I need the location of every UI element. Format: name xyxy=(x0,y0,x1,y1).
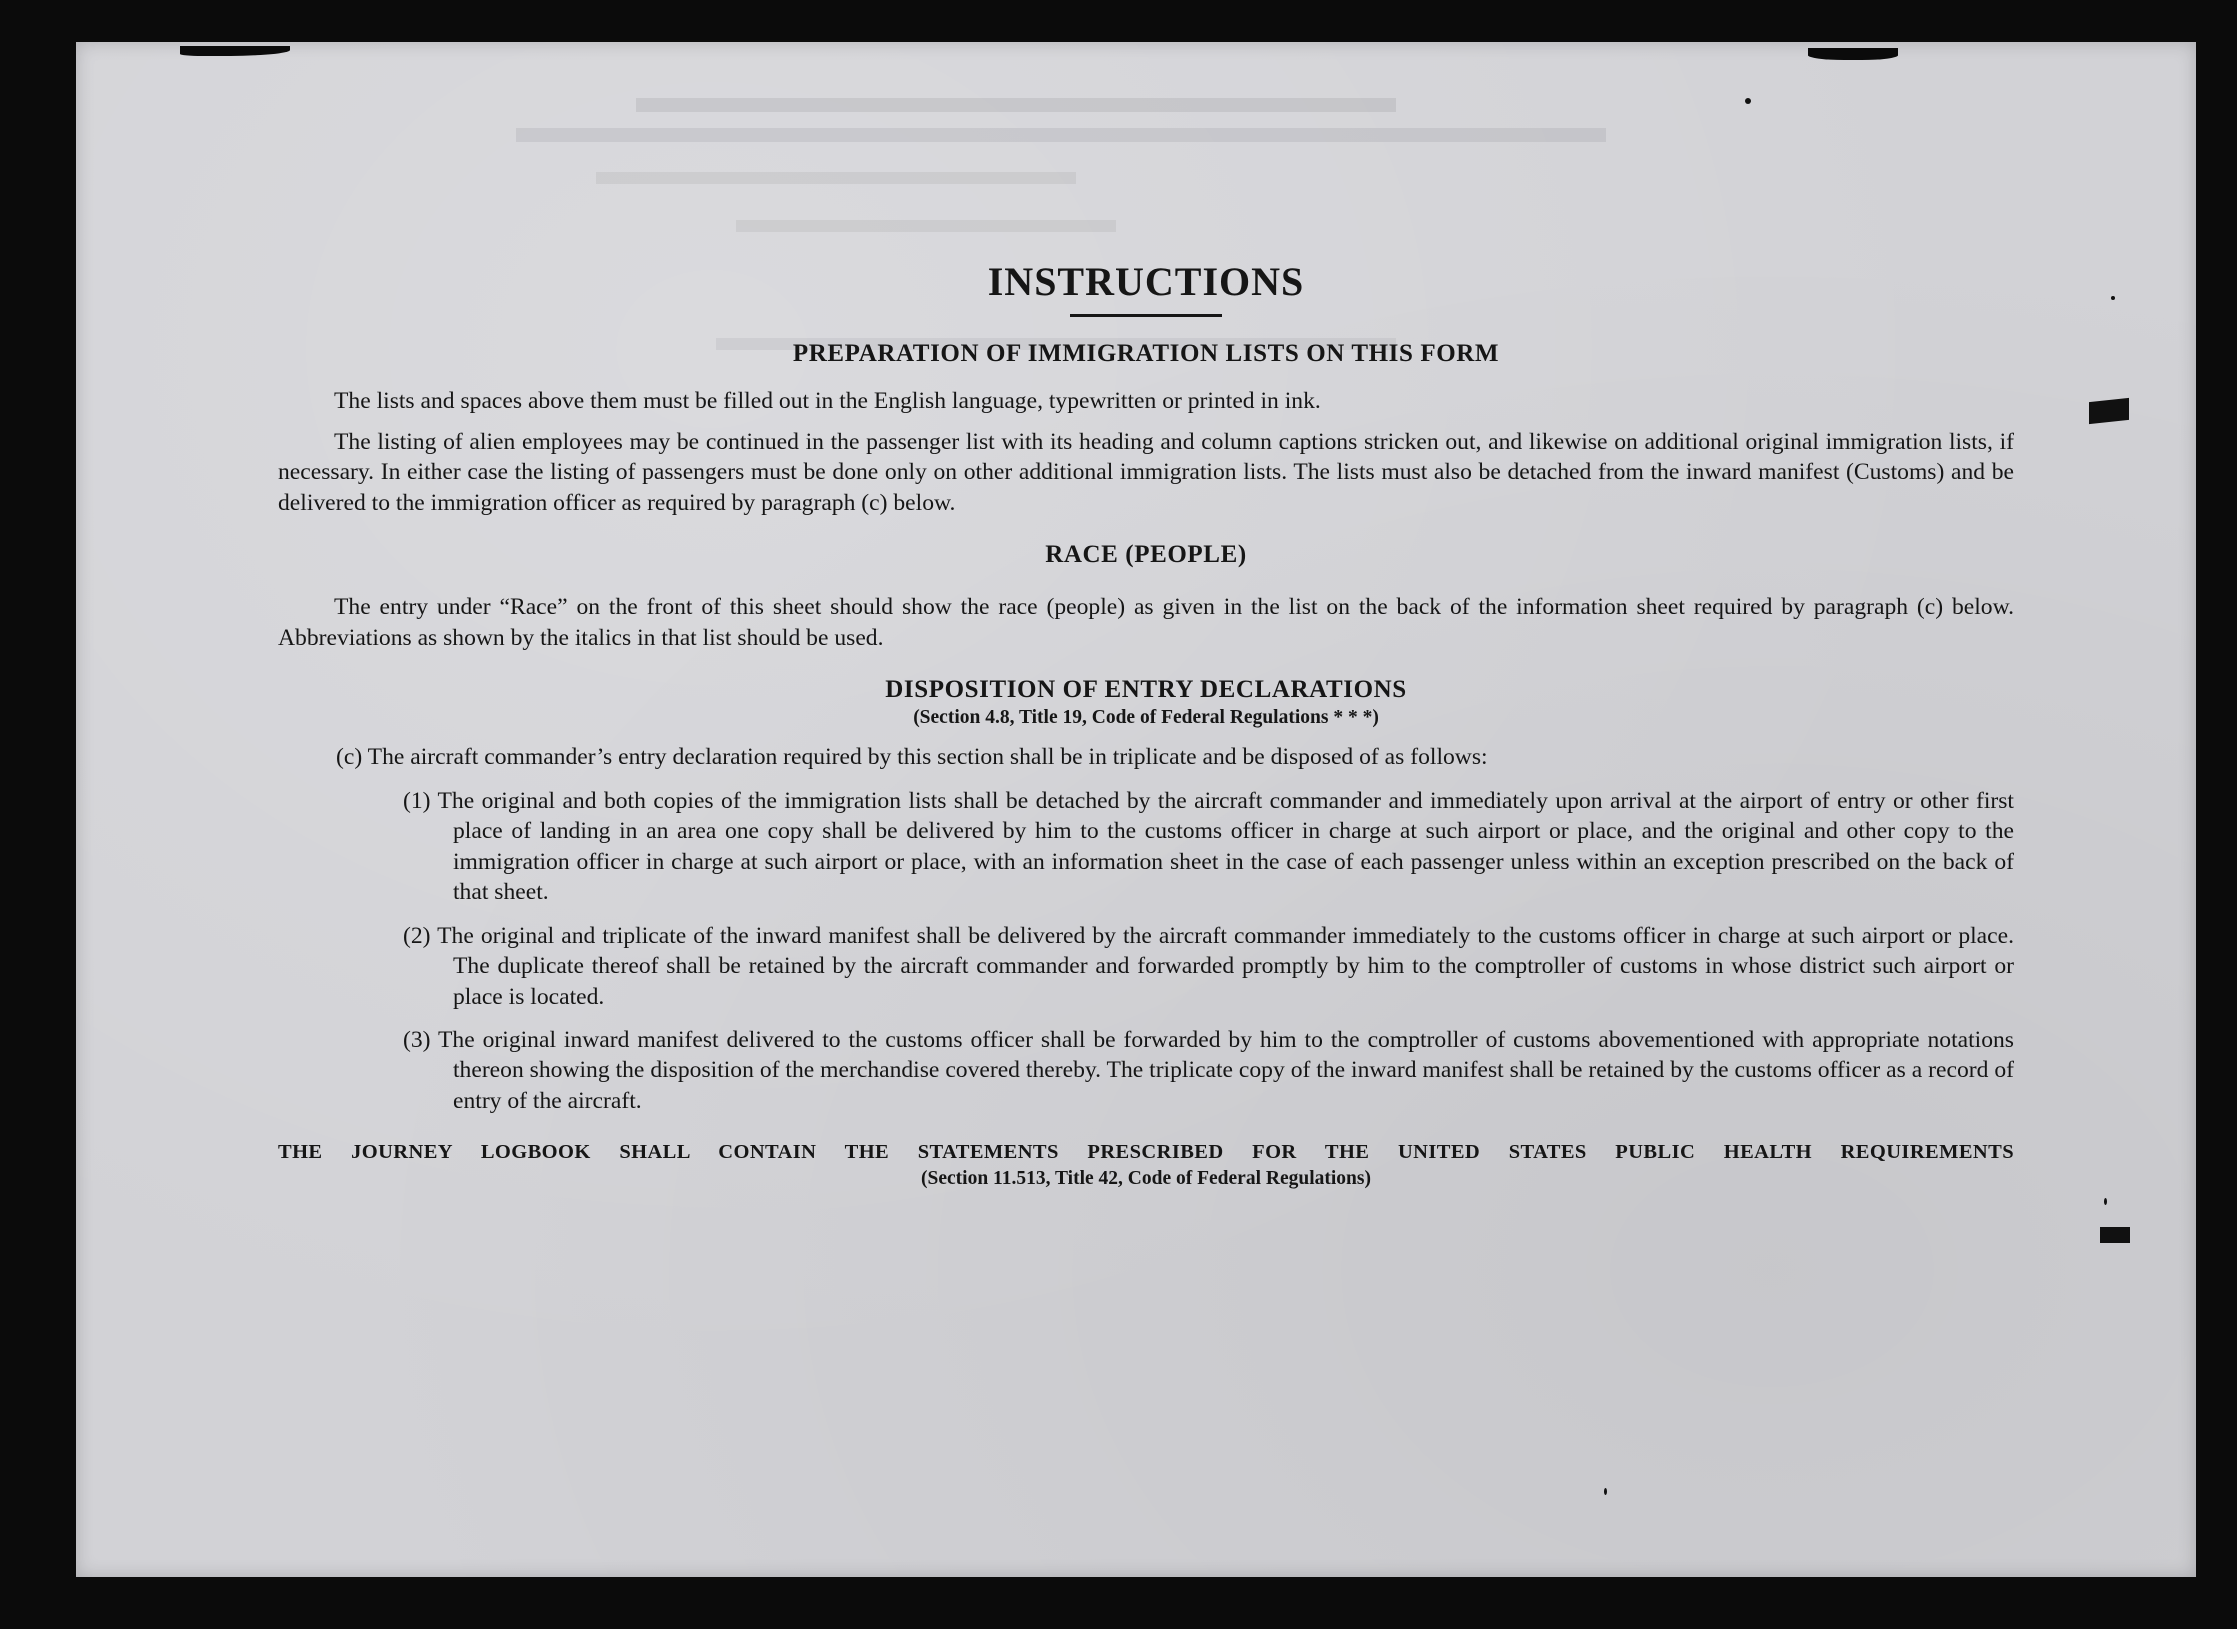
disposition-item-1: (1) The original and both copies of the immigration lists shall be detached by the aircraft commander and immediately upon arrival at the airport of entry or other first place of landing in an area one copy shall be delivered by him to the customs officer in charge at such airport or place, and the original and other copy to the immigration officer in charge at such airport or place, with an information sheet in the case of each passenger unless within an exception prescribed on the back of that sheet. xyxy=(403,788,2014,906)
race-paragraph: The entry under “Race” on the front of this sheet should show the race (people) as given in the list on the back of the information sheet required by paragraph (c) below. Abbreviations as shown by the italics in that list should be used. xyxy=(278,594,2014,651)
disposition-item-3: (3) The original inward manifest delivered to the customs officer shall be forwarded by him to the comptroller of customs abovementioned with appropriate notations thereon showing the disposition of the merchandise covered thereby. The triplicate copy of the inward manifest shall be retained by the customs officer as a record of entry of the aircraft. xyxy=(403,1026,2014,1114)
scan-mark xyxy=(2100,1227,2130,1243)
speck xyxy=(1604,1488,1607,1495)
disposition-item-2: (2) The original and triplicate of the inward manifest shall be delivered by the aircraft commander immediately to the customs officer in charge at such airport or place. The duplicate thereof shall be retained by the aircraft commander and forwarded promptly by him to the comptroller of customs in whose district such airport or place is located. xyxy=(403,922,2014,1010)
page-title: INSTRUCTIONS xyxy=(987,259,1305,304)
disposition-citation: (Section 4.8, Title 19, Code of Federal Regulations * * *) xyxy=(913,706,1379,728)
disposition-heading: DISPOSITION OF ENTRY DECLARATIONS xyxy=(885,676,1407,704)
preparation-paragraph-1: The lists and spaces above them must be filled out in the English language, typewritten or printed in ink. xyxy=(334,388,1321,415)
scan-mark xyxy=(2089,398,2129,424)
bleed-through-shadow xyxy=(516,128,1606,142)
page-edge-notch xyxy=(1808,48,1898,60)
title-underline xyxy=(1070,314,1222,317)
bleed-through-shadow xyxy=(636,98,1396,112)
bleed-through-shadow xyxy=(596,172,1076,184)
speck xyxy=(1745,98,1751,104)
preparation-heading: PREPARATION OF IMMIGRATION LISTS ON THIS FORM xyxy=(792,340,1500,367)
instructions-body xyxy=(278,258,2014,1192)
speck xyxy=(2111,296,2115,300)
disposition-intro: (c) The aircraft commander’s entry declaration required by this section shall be in triplicate and be disposed of as follows: xyxy=(336,743,1488,770)
logbook-statement: THE JOURNEY LOGBOOK SHALL CONTAIN THE STATEMENTS PRESCRIBED FOR THE UNITED STATES PUBLIC HEALTH REQUIREMENTS xyxy=(278,1141,2014,1164)
bleed-through-shadow xyxy=(736,220,1116,232)
speck xyxy=(2104,1198,2107,1205)
race-heading: RACE (PEOPLE) xyxy=(1045,541,1247,569)
preparation-paragraph-2: The listing of alien employees may be continued in the passenger list with its heading and column captions stricken out, and likewise on additional original immigration lists, if necessary. In either case the listing of passengers must be done only on other additional immigration lists. The lists must also be detached from the inward manifest (Customs) and be delivered to the immigration officer as required by paragraph (c) below. xyxy=(278,428,2014,516)
logbook-citation: (Section 11.513, Title 42, Code of Federal Regulations) xyxy=(921,1168,1371,1190)
